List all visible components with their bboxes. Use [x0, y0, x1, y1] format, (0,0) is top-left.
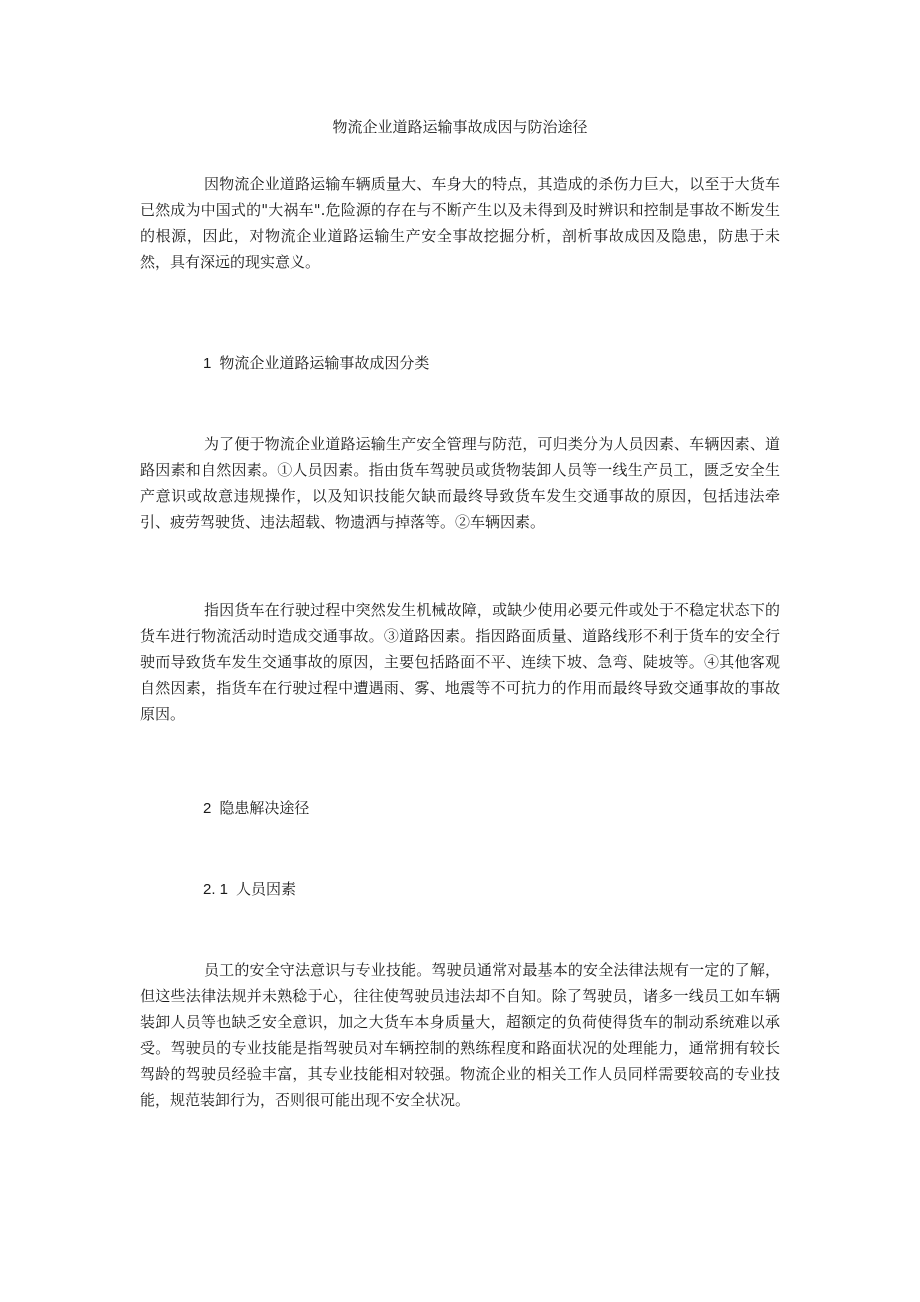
- section-1-paragraph-1: 为了便于物流企业道路运输生产安全管理与防范，可归类分为人员因素、车辆因素、道路因素和自然因素。①人员因素。指由货车驾驶员或货物装卸人员等一线生产员工，匮乏安全生产意识或故意违规操作，以及知识技能欠缺而最终导致货车发生交通事故的原因，包括违法牵引、疲劳驾驶货、违法超载、物遗洒与掉落等。②车辆因素。: [140, 435, 780, 531]
- section-1-heading: [203, 352, 429, 375]
- section-1-title: 物流企业道路运输事故成因分类: [219, 354, 430, 372]
- section-2-number: 2: [203, 800, 212, 817]
- section-2-1-paragraph-1: 员工的安全守法意识与专业技能。驾驶员通常对最基本的安全法律法规有一定的了解，但这些法律法规并未熟稔于心，往往使驾驶员违法却不自知。除了驾驶员，诸多一线员工如车辆装卸人员等也缺乏安全意识，加之大货车本身质量大，超额定的负荷使得货车的制动系统难以承受。驾驶员的专业技能是指驾驶员对车辆控制的熟练程度和路面状况的处理能力，通常拥有较长驾龄的驾驶员经验丰富，其专业技能相对较强。物流企业的相关工作人员同样需要较高的专业技能，规范装卸行为，否则很可能出现不安全状况。: [140, 961, 780, 1109]
- section-2-1-heading: [203, 878, 296, 901]
- section-2-heading: [203, 797, 309, 820]
- section-1-number: 1: [203, 355, 212, 372]
- document-title: 物流企业道路运输事故成因与防治途径: [332, 118, 588, 136]
- section-2-1-title: 人员因素: [236, 880, 297, 898]
- section-2-title: 隐患解决途径: [219, 799, 310, 817]
- intro-paragraph: 因物流企业道路运输车辆质量大、车身大的特点，其造成的杀伤力巨大，以至于大货车已然成为中国式的"大祸车".危险源的存在与不断产生以及未得到及时辨识和控制是事故不断发生的根源，因此，对物流企业道路运输生产安全事故挖掘分析，剖析事故成因及隐患，防患于未然，具有深远的现实意义。: [140, 175, 780, 271]
- section-2-1-number: 2. 1: [203, 881, 229, 898]
- section-1-paragraph-2: 指因货车在行驶过程中突然发生机械故障，或缺少使用必要元件或处于不稳定状态下的货车进行物流活动时造成交通事故。③道路因素。指因路面质量、道路线形不利于货车的安全行驶而导致货车发生交通事故的原因，主要包括路面不平、连续下坡、急弯、陡坡等。④其他客观自然因素，指货车在行驶过程中遭遇雨、雾、地震等不可抗力的作用而最终导致交通事故的事故原因。: [140, 601, 780, 723]
